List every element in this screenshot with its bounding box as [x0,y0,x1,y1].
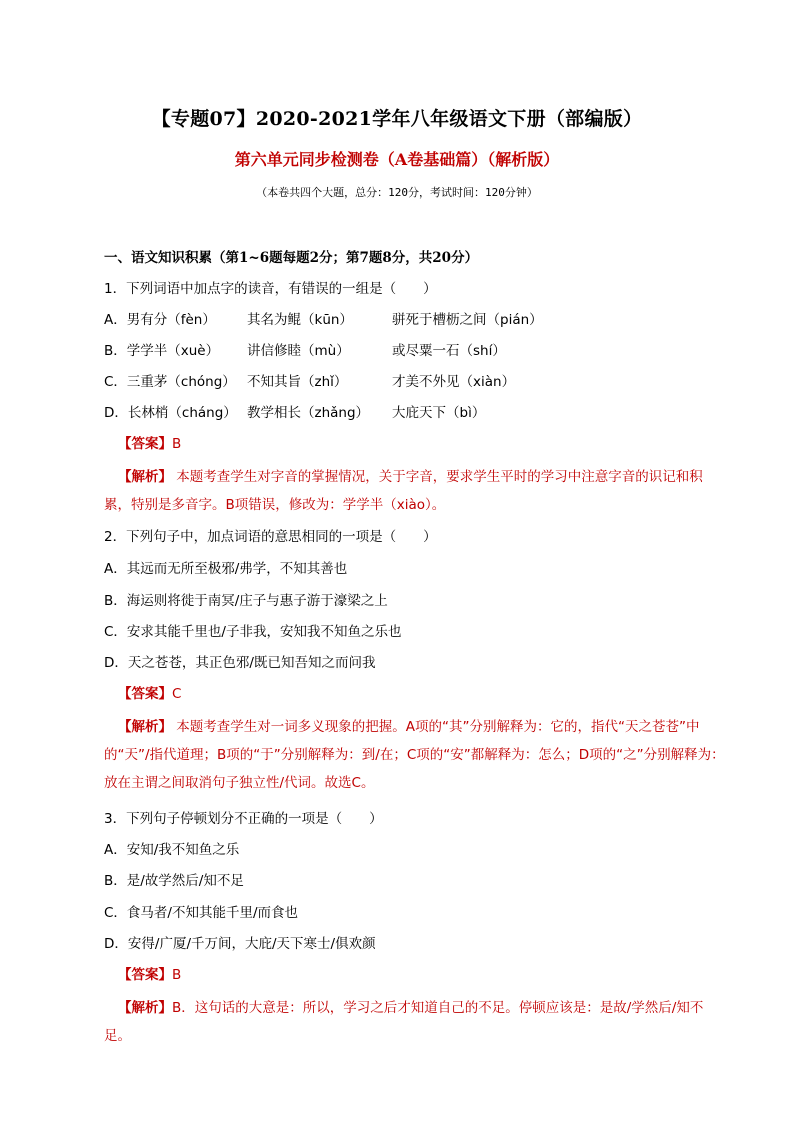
option-a-item-1: A．男有分（fèn） [104,312,216,328]
page-subtitle: 第六单元同步检测卷（A卷基础篇）（解析版） [234,150,560,169]
option-a-item-2: 其名为鲲（kūn） [247,312,353,328]
answer-value: B [172,967,182,983]
analysis-text: B．这句话的大意是：所以，学习之后才知道自己的不足。停顿应该是：是故/学然后/知不足。 [104,1000,704,1044]
question-3-option-c: C．食马者/不知其能千里/而食也 [104,905,299,921]
question-1-answer [118,434,738,454]
question-2-option-b: B．海运则将徙于南冥/庄子与惠子游于濠梁之上 [104,593,388,609]
question-3-analysis [104,994,726,1050]
answer-tag: 【答案】 [118,686,172,702]
answer-tag: 【答案】 [118,967,172,983]
analysis-tag: 【解析】 [118,1000,172,1016]
question-3-option-b: B．是/故学然后/知不足 [104,873,244,889]
answer-tag: 【答案】 [118,436,172,452]
exam-note: （本卷共四个大题，总分：120分，考试时间：120分钟） [256,186,538,199]
question-3-answer [118,965,738,985]
question-1-stem: 1．下列词语中加点字的读音，有错误的一组是（ ） [104,281,437,297]
question-2-answer [118,684,738,704]
question-2-option-d: D．天之苍苍，其正色邪/既已知吾知之而问我 [104,655,376,671]
analysis-text: 本题考查学生对一词多义现象的把握。A项的“其”分别解释为：它的，指代“天之苍苍”中的“天”/指代道理；B项的“于”分别解释为：到/在；C项的“安”都解释为：怎么；D项的“之”分别解释为：放在主谓之间取消句子独立性/代词。故选C。 [104,719,725,791]
page-title: 【专题07】2020-2021学年八年级语文下册（部编版） [151,108,643,130]
option-b-item-1: B．学学半（xuè） [104,343,220,359]
option-c-item-2: 不知其旨（zhǐ） [247,374,348,390]
question-2-option-a: A．其远而无所至极邪/弗学，不知其善也 [104,561,348,577]
option-b-item-2: 讲信修睦（mù） [247,343,350,359]
question-3-option-d: D．安得/广厦/千万间，大庇/天下寒士/俱欢颜 [104,936,376,952]
option-c-item-1: C．三重茅（chóng） [104,374,236,390]
answer-value: C [172,686,182,702]
question-3-option-a: A．安知/我不知鱼之乐 [104,842,240,858]
question-2-analysis [104,713,726,797]
question-2-option-c: C．安求其能千里也/子非我，安知我不知鱼之乐也 [104,624,402,640]
option-d-item-2: 教学相长（zhǎng） [247,405,370,421]
question-1-analysis [104,463,726,519]
section-heading: 一、语文知识积累（第1~6题每题2分；第7题8分，共20分） [104,250,479,266]
question-3-stem: 3．下列句子停顿划分不正确的一项是（ ） [104,811,383,827]
analysis-tag: 【解析】 [118,719,172,735]
answer-value: B [172,436,182,452]
option-c-item-3: 才美不外见（xiàn） [392,374,516,390]
analysis-tag: 【解析】 [118,469,172,485]
option-b-item-3: 或尽粟一石（shí） [392,343,506,359]
option-d-item-3: 大庇天下（bì） [392,405,486,421]
question-2-stem: 2．下列句子中，加点词语的意思相同的一项是（ ） [104,529,437,545]
analysis-text: 本题考查学生对字音的掌握情况，关于字音，要求学生平时的学习中注意字音的识记和积累，特别是多音字。B项错误，修改为：学学半（xiào）。 [104,469,703,513]
option-d-item-1: D．长林梢（cháng） [104,405,237,421]
option-a-item-3: 骈死于槽枥之间（pián） [392,312,543,328]
